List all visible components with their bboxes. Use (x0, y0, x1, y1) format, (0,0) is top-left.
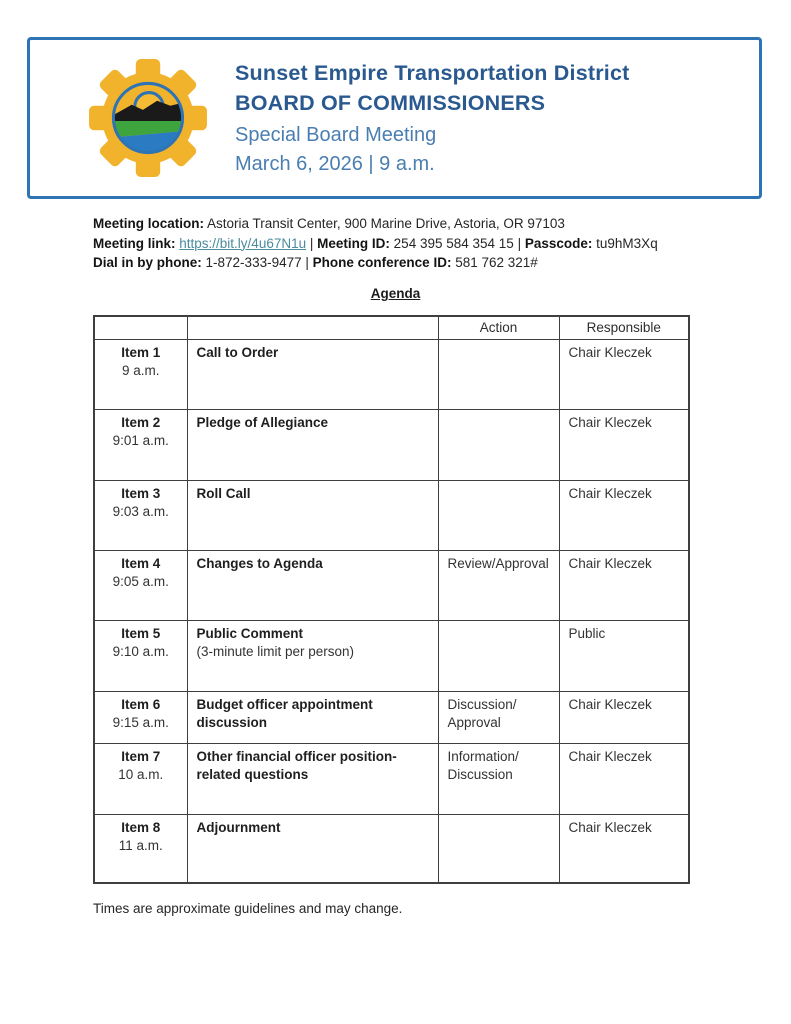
item-note: (3-minute limit per person) (196, 644, 355, 659)
item-description: Changes to Agenda (196, 556, 323, 571)
dial-in-label: Dial in by phone: (93, 255, 202, 270)
empty-header-cell (94, 316, 187, 340)
item-time: 11 a.m. (118, 838, 163, 853)
item-number: Item 7 (121, 749, 161, 764)
district-gear-logo (87, 57, 209, 179)
item-action: Review/Approval (447, 556, 549, 571)
conference-id-value: 581 762 321# (455, 255, 538, 270)
item-number: Item 3 (121, 486, 161, 501)
item-time: 9:15 a.m. (112, 715, 169, 730)
item-number: Item 1 (121, 345, 161, 360)
agenda-table (93, 315, 690, 884)
agenda-row (94, 692, 689, 744)
item-time: 9:10 a.m. (112, 644, 169, 659)
meeting-location-value: Astoria Transit Center, 900 Marine Drive, Astoria, OR 97103 (207, 216, 565, 231)
passcode-label: Passcode: (524, 235, 593, 251)
agenda-row (94, 340, 689, 410)
org-name: Sunset Empire Transportation District (235, 60, 630, 85)
item-time: 9:01 a.m. (112, 433, 169, 448)
meeting-info-block (93, 214, 713, 273)
agenda-row (94, 410, 689, 481)
meeting-link-label: Meeting link: (93, 235, 176, 251)
item-time: 10 a.m. (118, 767, 164, 782)
agenda-row (94, 551, 689, 621)
item-number: Item 6 (121, 697, 161, 712)
item-responsible: Chair Kleczek (559, 340, 689, 410)
item-number: Item 8 (121, 820, 161, 835)
dial-in-line (93, 253, 713, 273)
item-action: Information/ (447, 749, 519, 764)
item-time: 9:05 a.m. (112, 574, 169, 589)
item-description: Public Comment (196, 626, 304, 641)
item-number: Item 5 (121, 626, 161, 641)
item-responsible: Chair Kleczek (559, 744, 689, 815)
agenda-row (94, 481, 689, 551)
conference-id-label: Phone conference ID: (312, 255, 452, 270)
item-action-line2: Approval (447, 715, 501, 730)
item-description: Other financial officer position-related questions (196, 749, 397, 782)
header-titles (235, 58, 629, 179)
item-responsible: Chair Kleczek (559, 410, 689, 481)
times-footnote: Times are approximate guidelines and may change. (93, 901, 403, 916)
meeting-link[interactable]: https://bit.ly/4u67N1u (179, 235, 307, 251)
separator: | (517, 235, 522, 251)
dial-in-value: 1-872-333-9477 (205, 255, 302, 270)
agenda-heading: Agenda (370, 286, 421, 301)
item-responsible: Public (559, 621, 689, 692)
passcode-value: tu9hM3Xq (596, 235, 658, 251)
item-description: Call to Order (196, 345, 279, 360)
separator: | (305, 255, 309, 270)
responsible-column-header: Responsible (559, 316, 689, 340)
item-description: Pledge of Allegiance (196, 415, 329, 430)
item-action-line2: Discussion (447, 767, 513, 782)
meeting-location-label: Meeting location: (93, 216, 204, 231)
empty-header-cell (187, 316, 438, 340)
item-time: 9 a.m. (121, 363, 160, 378)
meeting-id-value: 254 395 584 354 15 (393, 235, 514, 251)
action-column-header: Action (438, 316, 559, 340)
item-responsible: Chair Kleczek (559, 692, 689, 744)
agenda-row (94, 744, 689, 815)
separator: | (309, 235, 314, 251)
item-description: Budget officer appointment discussion (196, 697, 373, 730)
item-description: Roll Call (196, 486, 251, 501)
meeting-location-line (93, 214, 713, 234)
meeting-type: Special Board Meeting (235, 123, 437, 146)
header-banner (27, 37, 762, 199)
item-action: Discussion/ (447, 697, 517, 712)
meeting-link-line (93, 234, 713, 254)
item-number: Item 4 (121, 556, 161, 571)
item-time: 9:03 a.m. (112, 504, 169, 519)
gear-sunset-icon (87, 57, 209, 179)
item-responsible: Chair Kleczek (559, 551, 689, 621)
meeting-id-label: Meeting ID: (317, 235, 390, 251)
board-name: BOARD OF COMMISSIONERS (235, 90, 546, 115)
item-responsible: Chair Kleczek (559, 481, 689, 551)
item-number: Item 2 (121, 415, 161, 430)
agenda-row (94, 815, 689, 883)
agenda-row (94, 621, 689, 692)
item-description: Adjournment (196, 820, 281, 835)
item-responsible: Chair Kleczek (559, 815, 689, 883)
agenda-header-row (94, 316, 689, 340)
meeting-datetime: March 6, 2026 | 9 a.m. (235, 152, 435, 175)
